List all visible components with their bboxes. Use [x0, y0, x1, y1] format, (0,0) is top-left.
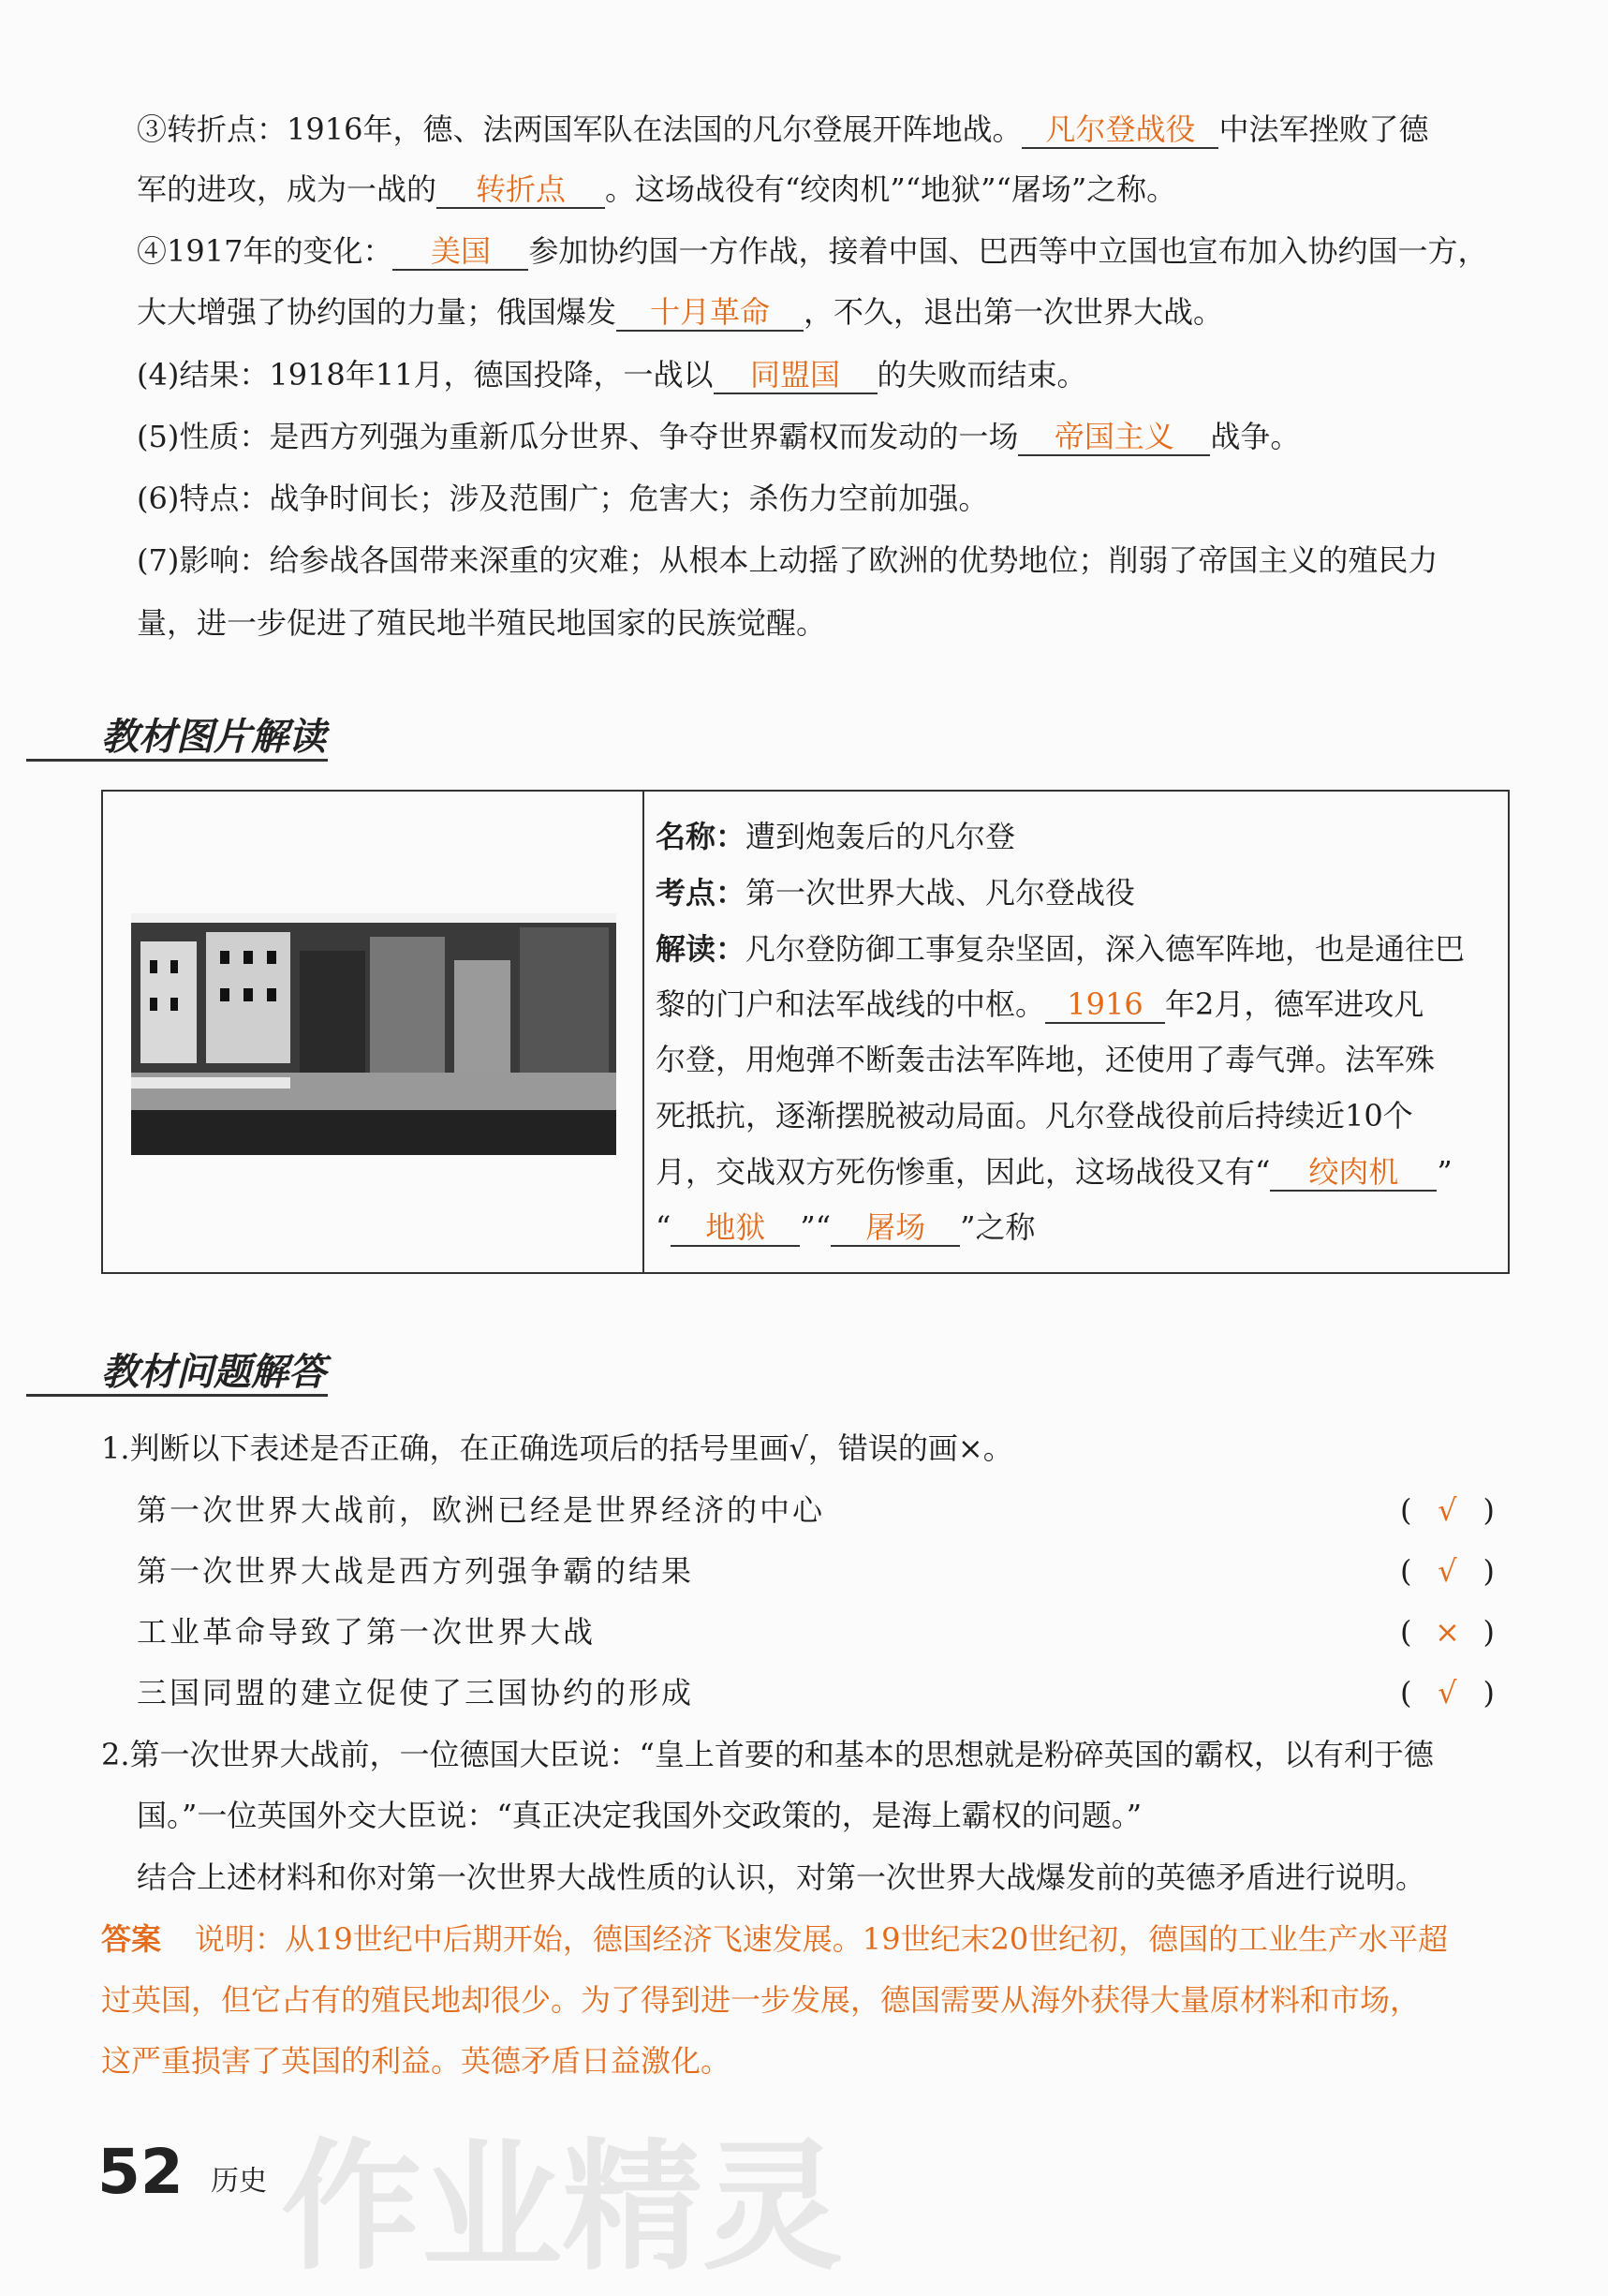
cross-mark: ×: [1435, 1614, 1460, 1650]
answer-line-2: 过英国，但它占有的殖民地却很少。为了得到进一步发展，德国需要从海外获得大量原材料和市场，: [101, 1982, 1421, 2018]
judge-answer: [1400, 1613, 1495, 1651]
table-row-2: [656, 985, 1424, 1024]
table-row-4: 死抵抗，逐渐摆脱被动局面。凡尔登战役前后持续近10个: [656, 1098, 1413, 1133]
judge-answer: [1400, 1491, 1495, 1529]
paren: ): [1483, 1553, 1495, 1589]
answer-line-1: [101, 1920, 1448, 1958]
judge-item: 三国同盟的建立促使了三国协约的形成: [137, 1675, 695, 1711]
text: 年2月，德军进攻凡: [1165, 986, 1424, 1022]
text: (5)性质：是西方列强为重新瓜分世界、争夺世界霸权而发动的一场: [137, 419, 1019, 454]
answer-fill: 美国: [392, 233, 528, 271]
text-line-5: [137, 356, 1087, 394]
answer-fill: 屠场: [831, 1209, 960, 1247]
label: 解读：: [656, 931, 746, 967]
answer-fill: 转折点: [436, 171, 605, 209]
text: 大大增强了协约国的力量；俄国爆发: [137, 294, 617, 330]
paren: (: [1400, 1614, 1412, 1650]
paren: (: [1400, 1492, 1412, 1528]
answer-label: 答案: [101, 1921, 162, 1957]
text: 黎的门户和法军战线的中枢。: [656, 986, 1046, 1022]
text-line-2: [137, 170, 1176, 209]
table-row-point: [656, 874, 1135, 911]
check-mark: √: [1438, 1553, 1457, 1589]
question-2-line-1: 2.第一次世界大战前，一位德国大臣说：“皇上首要的和基本的思想就是粉碎英国的霸权，以有利于德: [101, 1737, 1434, 1772]
picture-reading-table: [101, 790, 1510, 1274]
question-1: 1.判断以下表述是否正确，在正确选项后的括号里画√，错误的画×。: [101, 1430, 1013, 1466]
table-row-name: [656, 818, 1015, 855]
text-line-7: (6)特点：战争时间长；涉及范围广；危害大；杀伤力空前加强。: [137, 481, 989, 516]
verdun-photo: [131, 913, 616, 1155]
text: ”之称: [960, 1209, 1036, 1245]
answer-fill: 十月革命: [616, 294, 804, 332]
text-line-8: (7)影响：给参战各国带来深重的灾难；从根本上动摇了欧洲的优势地位；削弱了帝国主义的殖民力: [137, 542, 1438, 578]
section-rule: [26, 1394, 328, 1397]
text: ④1917年的变化：: [137, 233, 393, 269]
text: 参加协约国一方作战，接着中国、巴西等中立国也宣布加入协约国一方，: [528, 233, 1488, 269]
judge-item: 第一次世界大战前，欧洲已经是世界经济的中心: [137, 1492, 826, 1528]
watermark: 作业精灵: [281, 2126, 844, 2289]
answer-fill: 1916: [1045, 986, 1165, 1024]
section-title-picture-reading: 教材图片解读: [101, 716, 326, 759]
check-mark: √: [1438, 1675, 1457, 1711]
table-row-5: [656, 1153, 1453, 1192]
paren: (: [1400, 1675, 1412, 1711]
text-line-1: [137, 111, 1428, 149]
paren: ): [1483, 1614, 1495, 1650]
text: ③转折点：1916年，德、法两国军队在法国的凡尔登展开阵地战。: [137, 111, 1023, 147]
text: “: [656, 1209, 671, 1245]
text-line-6: [137, 418, 1300, 456]
table-divider: [642, 792, 644, 1272]
judge-item: 工业革命导致了第一次世界大战: [137, 1614, 597, 1650]
value: 凡尔登防御工事复杂坚固，深入德军阵地，也是通往巴: [745, 931, 1466, 967]
text: ，不久，退出第一次世界大战。: [804, 294, 1224, 330]
text: 月，交战双方死伤惨重，因此，这场战役又有“: [656, 1154, 1271, 1190]
text: 。这场战役有“绞肉机”“地狱”“屠场”之称。: [605, 171, 1177, 207]
section-title-qa: 教材问题解答: [101, 1351, 326, 1394]
label: 考点：: [656, 875, 746, 911]
text: 战争。: [1210, 419, 1301, 454]
text-line-9: 量，进一步促进了殖民地半殖民地国家的民族觉醒。: [137, 605, 827, 641]
judge-item: 第一次世界大战是西方列强争霸的结果: [137, 1553, 695, 1589]
answer-fill: 凡尔登战役: [1022, 111, 1218, 149]
paren: ): [1483, 1492, 1495, 1528]
paren: ): [1483, 1675, 1495, 1711]
answer-fill: 同盟国: [714, 357, 878, 394]
question-2-prompt: 结合上述材料和你对第一次世界大战性质的认识，对第一次世界大战爆发前的英德矛盾进行说明。: [137, 1859, 1426, 1895]
value: 第一次世界大战、凡尔登战役: [745, 875, 1136, 911]
value: 遭到炮轰后的凡尔登: [745, 819, 1016, 854]
question-2-line-2: 国。”一位英国外交大臣说：“真正决定我国外交政策的，是海上霸权的问题。”: [137, 1798, 1143, 1833]
text-line-4: [137, 293, 1223, 332]
answer-fill: 帝国主义: [1018, 419, 1210, 456]
label: 名称：: [656, 819, 746, 854]
text-line-3: [137, 232, 1487, 271]
answer-fill: 地狱: [671, 1209, 800, 1247]
answer-fill: 绞肉机: [1270, 1154, 1437, 1192]
text: ”: [1437, 1154, 1453, 1190]
subject-label: 历史: [211, 2165, 267, 2198]
check-mark: √: [1438, 1492, 1457, 1528]
answer-line-3: 这严重损害了英国的利益。英德矛盾日益激化。: [101, 2043, 731, 2079]
text: 中法军挫败了德: [1218, 111, 1429, 147]
answer-text: 说明：从19世纪中后期开始，德国经济飞速发展。19世纪末20世纪初，德国的工业生产水平超: [195, 1921, 1449, 1957]
paren: (: [1400, 1553, 1412, 1589]
judge-answer: [1400, 1674, 1495, 1711]
table-row-interp: [656, 930, 1465, 968]
text: 军的进攻，成为一战的: [137, 171, 437, 207]
text: ”“: [800, 1209, 832, 1245]
table-row-6: [656, 1208, 1035, 1247]
text: (4)结果：1918年11月，德国投降，一战以: [137, 357, 714, 393]
text: 的失败而结束。: [877, 357, 1087, 393]
page-number: 52: [97, 2136, 184, 2208]
section-rule: [26, 759, 328, 762]
table-row-3: 尔登，用炮弹不断轰击法军阵地，还使用了毒气弹。法军殊: [656, 1042, 1436, 1077]
judge-answer: [1400, 1552, 1495, 1590]
ruined-town-image: [131, 913, 616, 1155]
